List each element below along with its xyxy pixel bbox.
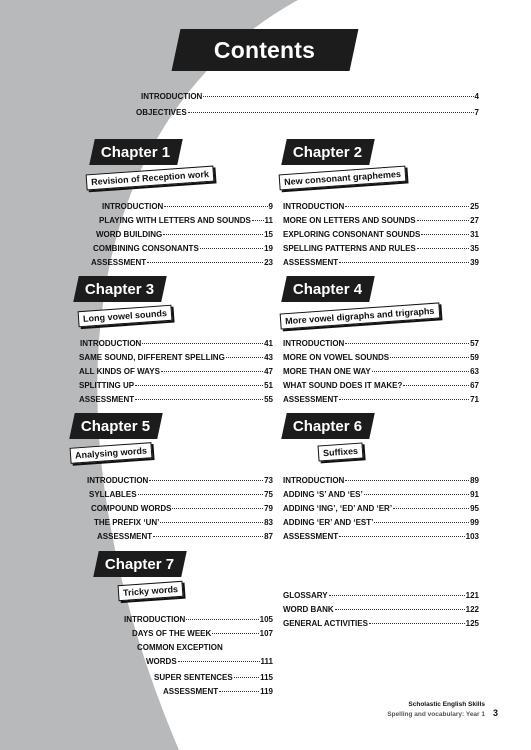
toc-entry: MORE ON VOWEL SOUNDS 59 — [283, 353, 479, 362]
toc-entry: COMBINING CONSONANTS 19 — [93, 244, 273, 253]
toc-entry: INTRODUCTION 73 — [87, 476, 273, 485]
toc-entry: ASSESSMENT 119 — [163, 687, 273, 696]
chapter-3-subtitle: Long vowel sounds — [78, 305, 173, 328]
chapter-1-heading: Chapter 1 — [89, 139, 183, 165]
toc-entry: WHAT SOUND DOES IT MAKE? 67 — [283, 381, 479, 390]
toc-entry: ADDING ‘ING’, ‘ED’ AND ‘ER’ 95 — [283, 504, 479, 513]
toc-entry: OBJECTIVES 7 — [136, 108, 479, 117]
toc-entry: INTRODUCTION 4 — [141, 92, 479, 101]
toc-entry: MORE THAN ONE WAY 63 — [283, 367, 479, 376]
toc-entry: THE PREFIX ‘UN’ 83 — [94, 518, 273, 527]
toc-entry: SPLITTING UP 51 — [79, 381, 273, 390]
chapter-4-heading: Chapter 4 — [281, 276, 375, 302]
toc-entry: GENERAL ACTIVITIES 125 — [283, 619, 479, 628]
toc-entry: ADDING ‘ER’ AND ‘EST’ 99 — [283, 518, 479, 527]
chapter-3-heading: Chapter 3 — [73, 276, 167, 302]
toc-entry: INTRODUCTION 89 — [283, 476, 479, 485]
page-title: Contents — [214, 36, 316, 63]
toc-entry: EXPLORING CONSONANT SOUNDS 31 — [283, 230, 479, 239]
toc-entry: MORE ON LETTERS AND SOUNDS 27 — [283, 216, 479, 225]
page-number: 3 — [493, 708, 499, 718]
toc-entry: SUPER SENTENCES 115 — [154, 673, 273, 682]
toc-entry: WORD BANK 122 — [283, 605, 479, 614]
toc-entry: SPELLING PATTERNS AND RULES 35 — [283, 244, 479, 253]
footer-credits — [387, 700, 485, 720]
toc-entry: ASSESSMENT 71 — [283, 395, 479, 404]
chapter-2-heading: Chapter 2 — [281, 139, 375, 165]
toc-entry: SYLLABLES 75 — [89, 490, 273, 499]
toc-entry: COMPOUND WORDS 79 — [91, 504, 273, 513]
toc-entry: ASSESSMENT 39 — [283, 258, 479, 267]
toc-entry: ASSESSMENT 103 — [283, 532, 479, 541]
chapter-4-subtitle: More vowel digraphs and trigraphs — [280, 302, 440, 329]
toc-entry: ASSESSMENT 55 — [79, 395, 273, 404]
chapter-6-heading: Chapter 6 — [281, 413, 375, 439]
toc-entry: DAYS OF THE WEEK 107 — [132, 629, 273, 638]
chapter-7-heading: Chapter 7 — [93, 551, 187, 577]
toc-entry: INTRODUCTION 57 — [283, 339, 479, 348]
toc-entry: SAME SOUND, DIFFERENT SPELLING 43 — [79, 353, 273, 362]
toc-entry: ASSESSMENT 23 — [91, 258, 273, 267]
toc-entry: ADDING ‘S’ AND ‘ES’ 91 — [283, 490, 479, 499]
toc-entry: INTRODUCTION 9 — [102, 202, 273, 211]
toc-entry: PLAYING WITH LETTERS AND SOUNDS 11 — [99, 216, 273, 225]
toc-entry: WORD BUILDING 15 — [96, 230, 273, 239]
chapter-5-heading: Chapter 5 — [69, 413, 163, 439]
toc-entry: INTRODUCTION 105 — [124, 615, 273, 624]
toc-entry: WORDS 111 — [146, 657, 273, 666]
book-title: Spelling and vocabulary: Year 1 — [387, 711, 485, 718]
toc-entry: ASSESSMENT 87 — [97, 532, 273, 541]
chapter-5-subtitle: Analysing words — [70, 442, 153, 464]
chapter-6-subtitle: Suffixes — [317, 442, 363, 461]
toc-entry: COMMON EXCEPTION — [137, 643, 223, 652]
chapter-2-subtitle: New consonant graphemes — [279, 166, 407, 191]
contents-title-banner — [172, 29, 359, 71]
chapter-1-subtitle: Revision of Reception work — [86, 166, 215, 191]
chapter-7-subtitle: Tricky words — [118, 581, 184, 601]
toc-entry: INTRODUCTION 25 — [283, 202, 479, 211]
series-name: Scholastic English Skills — [408, 701, 485, 708]
toc-entry: GLOSSARY 121 — [283, 591, 479, 600]
toc-entry: ALL KINDS OF WAYS 47 — [79, 367, 273, 376]
toc-entry: INTRODUCTION 41 — [80, 339, 273, 348]
